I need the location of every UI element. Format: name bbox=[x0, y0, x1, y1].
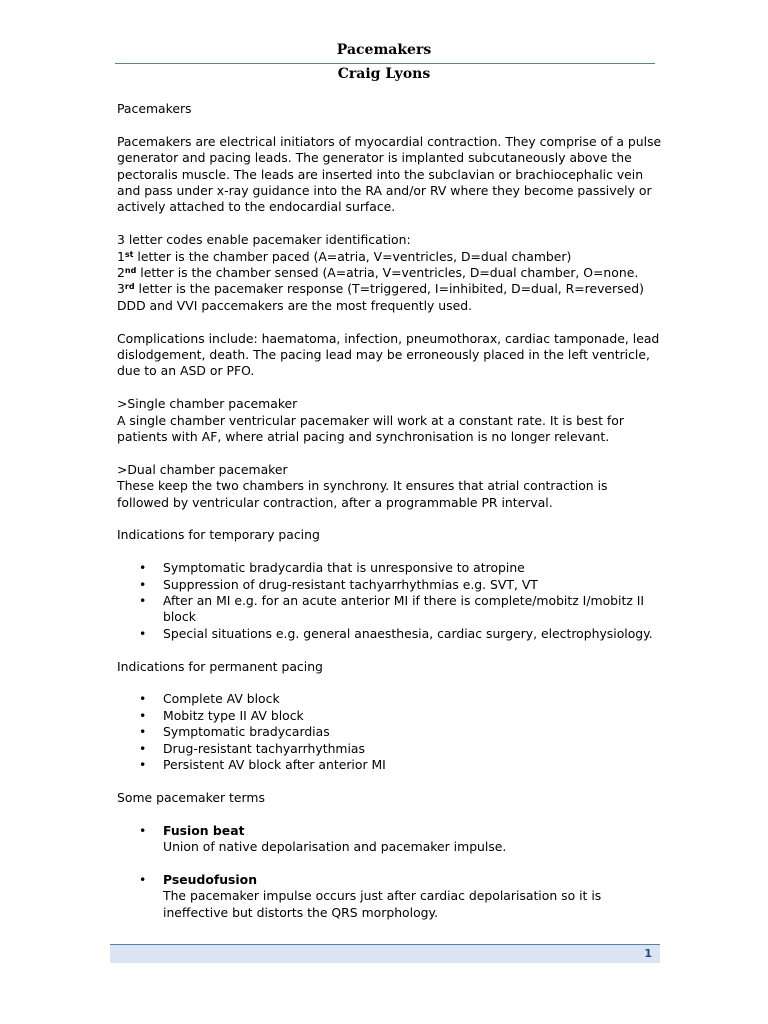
codes-heading: 3 letter codes enable pacemaker identification: bbox=[117, 232, 411, 248]
header-rule bbox=[115, 63, 655, 64]
document-body bbox=[117, 101, 662, 921]
term-item bbox=[117, 823, 662, 856]
list-item: • Drug-resistant tachyarrhythmias bbox=[117, 741, 662, 757]
list-item: • Symptomatic bradycardia that is unresponsive to atropine bbox=[117, 560, 662, 576]
complications-paragraph: Complications include: haematoma, infection, pneumothorax, cardiac tamponade, lead dislodgement, death. The pacing lead may be erroneously placed in the left ventricle, due to an ASD or PFO. bbox=[117, 330, 660, 379]
code-line-2: 2nd letter is the chamber sensed (A=atria, V=ventricles, D=dual chamber, O=none. bbox=[117, 265, 639, 281]
footer-bar bbox=[110, 944, 660, 963]
permanent-list bbox=[117, 691, 662, 773]
list-item: • Persistent AV block after anterior MI bbox=[117, 757, 662, 773]
term-text: The pacemaker impulse occurs just after cardiac depolarisation so it is ineffective but distorts the QRS morphology. bbox=[163, 888, 602, 920]
page-number: 1 bbox=[644, 947, 652, 960]
header-title: Pacemakers bbox=[336, 42, 432, 58]
single-chamber-text: A single chamber ventricular pacemaker will work at a constant rate. It is best for patients with AF, where atrial pacing and synchronisation is no longer relevant. bbox=[117, 412, 624, 445]
terms-list bbox=[117, 823, 662, 856]
list-item: • Special situations e.g. general anaesthesia, cardiac surgery, electrophysiology. bbox=[117, 626, 662, 642]
single-chamber-title: >Single chamber pacemaker bbox=[117, 396, 298, 412]
list-item: • Symptomatic bradycardias bbox=[117, 724, 662, 740]
terms-heading: Some pacemaker terms bbox=[117, 789, 265, 805]
code-line-1: 1st letter is the chamber paced (A=atria, V=ventricles, D=dual chamber) bbox=[117, 248, 572, 264]
list-item: • Mobitz type II AV block bbox=[117, 708, 662, 724]
list-item: • Complete AV block bbox=[117, 691, 662, 707]
intro-paragraph: Pacemakers are electrical initiators of myocardial contraction. They comprise of a pulse generator and pacing leads. The generator is implanted subcutaneously above the pectoralis muscle. The leads are inserted into the subclavian or brachiocephalic vein and pass under x-ray guidance into the RA and/or RV where they become passively or actively attached to the endocardial surface. bbox=[117, 133, 662, 215]
temporary-list bbox=[117, 560, 662, 642]
term-title: • Pseudofusion bbox=[163, 871, 258, 887]
dual-chamber-title: >Dual chamber pacemaker bbox=[117, 461, 288, 477]
terms-list-2 bbox=[117, 872, 662, 921]
section-title: Pacemakers bbox=[117, 101, 192, 116]
term-title: • Fusion beat bbox=[163, 822, 245, 838]
list-item: • Suppression of drug-resistant tachyarrhythmias e.g. SVT, VT bbox=[117, 577, 662, 593]
code-line-3: 3rd letter is the pacemaker response (T=triggered, I=inhibited, D=dual, R=reversed) bbox=[117, 281, 644, 297]
dual-chamber-text: These keep the two chambers in synchrony. It ensures that atrial contraction is followed by ventricular contraction, after a programmable PR interval. bbox=[117, 478, 608, 510]
term-item bbox=[117, 872, 662, 921]
list-item: • After an MI e.g. for an acute anterior MI if there is complete/mobitz I/mobitz II block bbox=[117, 593, 662, 626]
term-text: Union of native depolarisation and pacemaker impulse. bbox=[163, 839, 507, 855]
code-line-4: DDD and VVI paccemakers are the most frequently used. bbox=[117, 297, 473, 313]
temporary-heading: Indications for temporary pacing bbox=[117, 527, 320, 543]
header-author: Craig Lyons bbox=[337, 66, 431, 82]
permanent-heading: Indications for permanent pacing bbox=[117, 658, 323, 674]
